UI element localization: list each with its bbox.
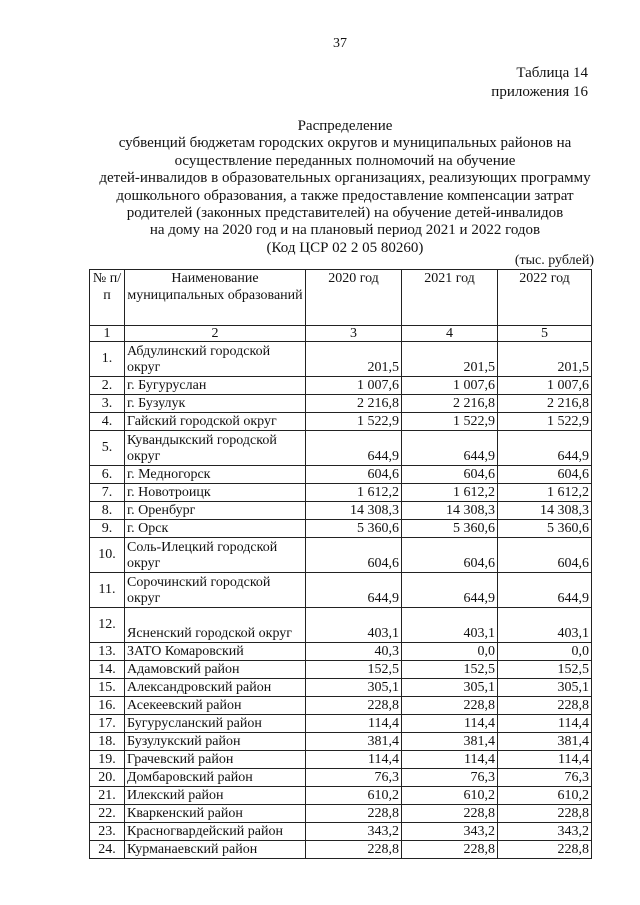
header-name: Наименование муниципальных образований — [125, 270, 306, 326]
value-2021: 1 007,6 — [402, 377, 498, 395]
row-number: 1. — [90, 342, 125, 377]
row-number: 5. — [90, 431, 125, 466]
row-number: 8. — [90, 502, 125, 520]
municipality-name: Ясненский городской округ — [125, 608, 306, 643]
value-2020: 40,3 — [306, 643, 402, 661]
row-number: 21. — [90, 787, 125, 805]
value-2020: 1 007,6 — [306, 377, 402, 395]
value-2022: 114,4 — [498, 751, 592, 769]
value-2021: 604,6 — [402, 466, 498, 484]
table-reference-line-2: приложения 16 — [491, 84, 588, 100]
value-2022: 604,6 — [498, 466, 592, 484]
municipality-name: г. Новотроицк — [125, 484, 306, 502]
municipality-name: Сорочинский городской округ — [125, 573, 306, 608]
value-2022: 644,9 — [498, 431, 592, 466]
municipality-name: г. Оренбург — [125, 502, 306, 520]
municipality-name: Грачевский район — [125, 751, 306, 769]
column-index: 4 — [402, 326, 498, 342]
table-row — [90, 805, 592, 823]
value-2022: 1 612,2 — [498, 484, 592, 502]
value-2021: 1 522,9 — [402, 413, 498, 431]
value-2020: 1 612,2 — [306, 484, 402, 502]
row-number: 2. — [90, 377, 125, 395]
document-title — [60, 118, 630, 257]
row-number: 6. — [90, 466, 125, 484]
value-2022: 201,5 — [498, 342, 592, 377]
value-2022: 2 216,8 — [498, 395, 592, 413]
value-2021: 14 308,3 — [402, 502, 498, 520]
value-2022: 610,2 — [498, 787, 592, 805]
value-2020: 114,4 — [306, 751, 402, 769]
value-2022: 1 522,9 — [498, 413, 592, 431]
title-line: Распределение — [297, 118, 393, 134]
value-2022: 114,4 — [498, 715, 592, 733]
row-number: 22. — [90, 805, 125, 823]
value-2022: 604,6 — [498, 538, 592, 573]
header-2022: 2022 год — [498, 270, 592, 326]
row-number: 20. — [90, 769, 125, 787]
municipality-name: Курманаевский район — [125, 841, 306, 859]
value-2020: 604,6 — [306, 538, 402, 573]
title-line: субвенций бюджетам городских округов и муниципальных районов на — [118, 135, 572, 152]
table-body — [90, 342, 592, 859]
value-2020: 604,6 — [306, 466, 402, 484]
table-row — [90, 466, 592, 484]
value-2021: 228,8 — [402, 697, 498, 715]
title-line: на дому на 2020 год и на плановый период 2021 и 2022 годов — [149, 222, 541, 239]
units-label: (тыс. рублей) — [514, 253, 594, 268]
subvention-table — [89, 269, 592, 859]
value-2022: 343,2 — [498, 823, 592, 841]
row-number: 23. — [90, 823, 125, 841]
municipality-name: Кваркенский район — [125, 805, 306, 823]
municipality-name: г. Медногорск — [125, 466, 306, 484]
title-line: детей-инвалидов в образовательных организациях, реализующих программу — [99, 170, 591, 187]
column-index: 1 — [90, 326, 125, 342]
value-2020: 305,1 — [306, 679, 402, 697]
value-2020: 228,8 — [306, 697, 402, 715]
value-2020: 228,8 — [306, 805, 402, 823]
column-index: 3 — [306, 326, 402, 342]
value-2020: 152,5 — [306, 661, 402, 679]
table-row — [90, 431, 592, 466]
table-row — [90, 342, 592, 377]
value-2022: 152,5 — [498, 661, 592, 679]
table-row — [90, 715, 592, 733]
value-2020: 114,4 — [306, 715, 402, 733]
value-2020: 343,2 — [306, 823, 402, 841]
value-2022: 5 360,6 — [498, 520, 592, 538]
row-number: 7. — [90, 484, 125, 502]
municipality-name: Илекский район — [125, 787, 306, 805]
municipality-name: Соль-Илецкий городской округ — [125, 538, 306, 573]
table-row — [90, 377, 592, 395]
table-reference-line-1: Таблица 14 — [516, 65, 588, 81]
column-index-row — [90, 326, 592, 342]
title-line: (Код ЦСР 02 2 05 80260) — [266, 239, 424, 256]
header-2020: 2020 год — [306, 270, 402, 326]
row-number: 17. — [90, 715, 125, 733]
value-2022: 76,3 — [498, 769, 592, 787]
table-row — [90, 520, 592, 538]
value-2020: 403,1 — [306, 608, 402, 643]
value-2020: 5 360,6 — [306, 520, 402, 538]
municipality-name: Красногвардейский район — [125, 823, 306, 841]
value-2020: 1 522,9 — [306, 413, 402, 431]
municipality-name: г. Бузулук — [125, 395, 306, 413]
table-reference — [491, 64, 588, 102]
municipality-name: Асекеевский район — [125, 697, 306, 715]
table-row — [90, 841, 592, 859]
value-2022: 228,8 — [498, 841, 592, 859]
value-2020: 228,8 — [306, 841, 402, 859]
title-line: родителей (законных представителей) на обучение детей-инвалидов — [126, 205, 564, 222]
value-2021: 403,1 — [402, 608, 498, 643]
value-2021: 114,4 — [402, 751, 498, 769]
municipality-name: Кувандыкский городской округ — [125, 431, 306, 466]
column-index: 2 — [125, 326, 306, 342]
row-number: 13. — [90, 643, 125, 661]
value-2021: 228,8 — [402, 841, 498, 859]
municipality-name: Бузулукский район — [125, 733, 306, 751]
value-2021: 201,5 — [402, 342, 498, 377]
value-2020: 644,9 — [306, 431, 402, 466]
table-row — [90, 679, 592, 697]
value-2021: 152,5 — [402, 661, 498, 679]
row-number: 19. — [90, 751, 125, 769]
value-2022: 305,1 — [498, 679, 592, 697]
table-row — [90, 643, 592, 661]
table-row — [90, 823, 592, 841]
row-number: 4. — [90, 413, 125, 431]
municipality-name: Домбаровский район — [125, 769, 306, 787]
municipality-name: Александровский район — [125, 679, 306, 697]
header-number: № п/п — [90, 270, 125, 326]
row-number: 3. — [90, 395, 125, 413]
table-row — [90, 697, 592, 715]
title-line: осуществление переданных полномочий на обучение — [174, 152, 516, 169]
table-row — [90, 661, 592, 679]
table-row — [90, 787, 592, 805]
value-2020: 201,5 — [306, 342, 402, 377]
row-number: 12. — [90, 608, 125, 643]
value-2021: 305,1 — [402, 679, 498, 697]
row-number: 18. — [90, 733, 125, 751]
value-2020: 610,2 — [306, 787, 402, 805]
municipality-name: ЗАТО Комаровский — [125, 643, 306, 661]
value-2020: 76,3 — [306, 769, 402, 787]
page-number: 37 — [333, 36, 347, 51]
municipality-name: Гайский городской округ — [125, 413, 306, 431]
value-2021: 0,0 — [402, 643, 498, 661]
municipality-name: г. Бугуруслан — [125, 377, 306, 395]
value-2022: 0,0 — [498, 643, 592, 661]
value-2021: 114,4 — [402, 715, 498, 733]
value-2022: 381,4 — [498, 733, 592, 751]
table-row — [90, 502, 592, 520]
header-2021: 2021 год — [402, 270, 498, 326]
value-2022: 1 007,6 — [498, 377, 592, 395]
table-row — [90, 413, 592, 431]
title-line: дошкольного образования, а также предоставление компенсации затрат — [116, 187, 574, 204]
row-number: 15. — [90, 679, 125, 697]
municipality-name: Бугурусланский район — [125, 715, 306, 733]
value-2021: 381,4 — [402, 733, 498, 751]
value-2021: 644,9 — [402, 431, 498, 466]
value-2022: 228,8 — [498, 697, 592, 715]
value-2021: 343,2 — [402, 823, 498, 841]
value-2022: 403,1 — [498, 608, 592, 643]
table-row — [90, 573, 592, 608]
municipality-name: г. Орск — [125, 520, 306, 538]
value-2022: 644,9 — [498, 573, 592, 608]
row-number: 11. — [90, 573, 125, 608]
value-2021: 644,9 — [402, 573, 498, 608]
value-2020: 14 308,3 — [306, 502, 402, 520]
value-2021: 228,8 — [402, 805, 498, 823]
value-2022: 14 308,3 — [498, 502, 592, 520]
row-number: 16. — [90, 697, 125, 715]
municipality-name: Абдулинский городской округ — [125, 342, 306, 377]
table-row — [90, 484, 592, 502]
municipality-name: Адамовский район — [125, 661, 306, 679]
value-2021: 2 216,8 — [402, 395, 498, 413]
table-header-row — [90, 270, 592, 326]
value-2021: 604,6 — [402, 538, 498, 573]
value-2021: 5 360,6 — [402, 520, 498, 538]
value-2021: 1 612,2 — [402, 484, 498, 502]
value-2020: 381,4 — [306, 733, 402, 751]
table-row — [90, 769, 592, 787]
row-number: 14. — [90, 661, 125, 679]
table-row — [90, 733, 592, 751]
row-number: 9. — [90, 520, 125, 538]
column-index: 5 — [498, 326, 592, 342]
row-number: 24. — [90, 841, 125, 859]
table-row — [90, 395, 592, 413]
row-number: 10. — [90, 538, 125, 573]
value-2021: 610,2 — [402, 787, 498, 805]
table-row — [90, 538, 592, 573]
value-2020: 2 216,8 — [306, 395, 402, 413]
value-2020: 644,9 — [306, 573, 402, 608]
table-row — [90, 751, 592, 769]
value-2022: 228,8 — [498, 805, 592, 823]
table-row — [90, 608, 592, 643]
value-2021: 76,3 — [402, 769, 498, 787]
